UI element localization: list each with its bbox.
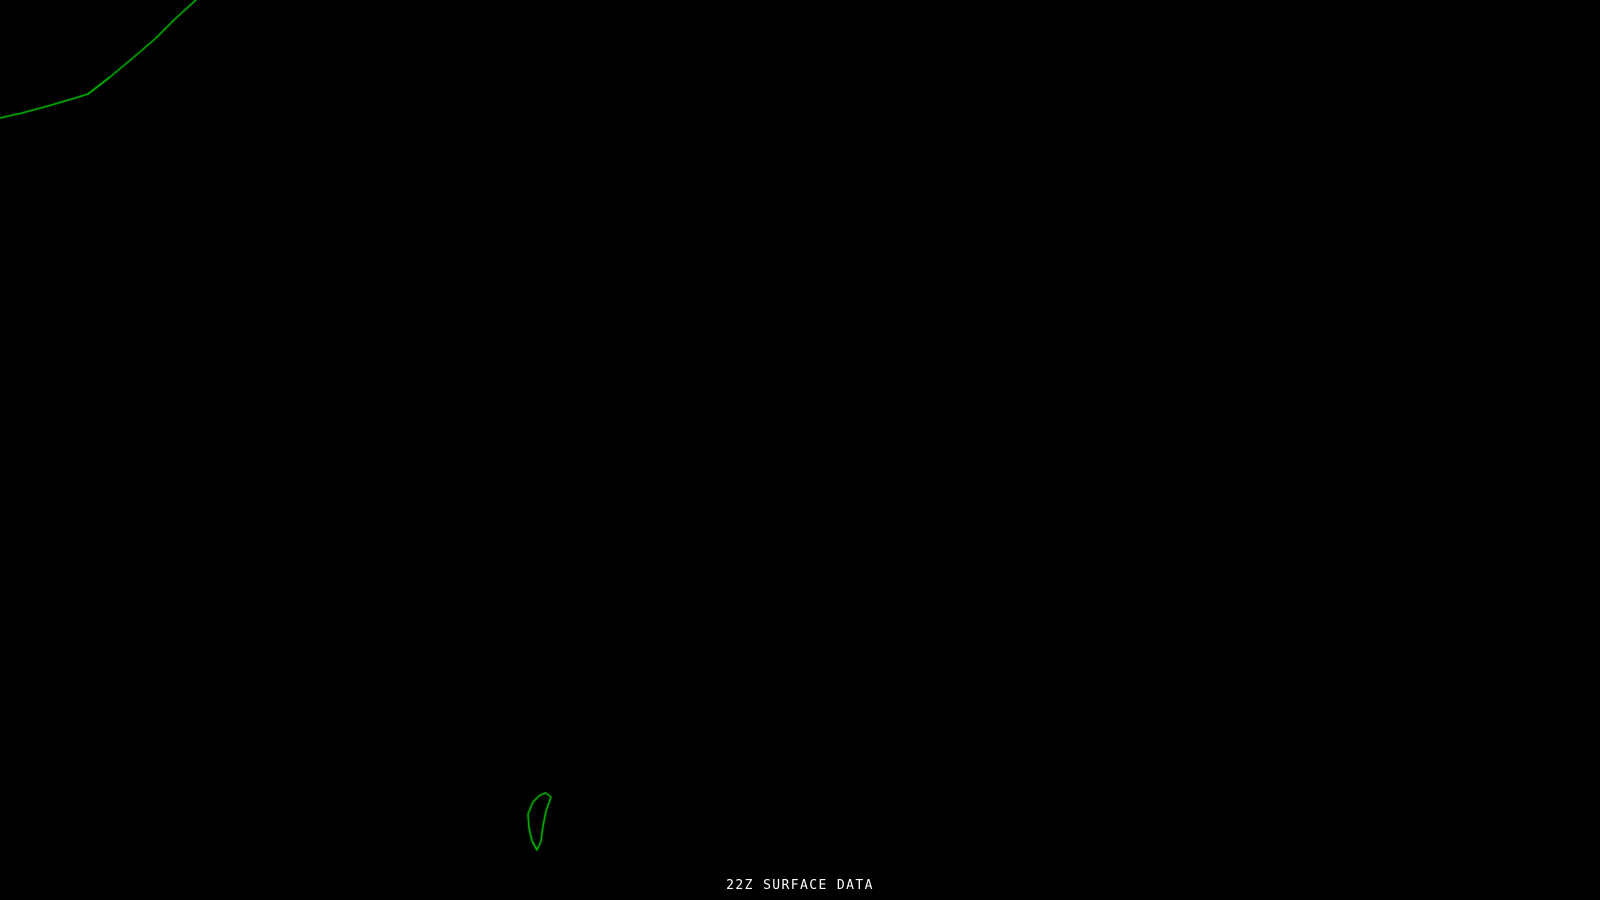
map-caption: 22Z SURFACE DATA [726,878,874,893]
